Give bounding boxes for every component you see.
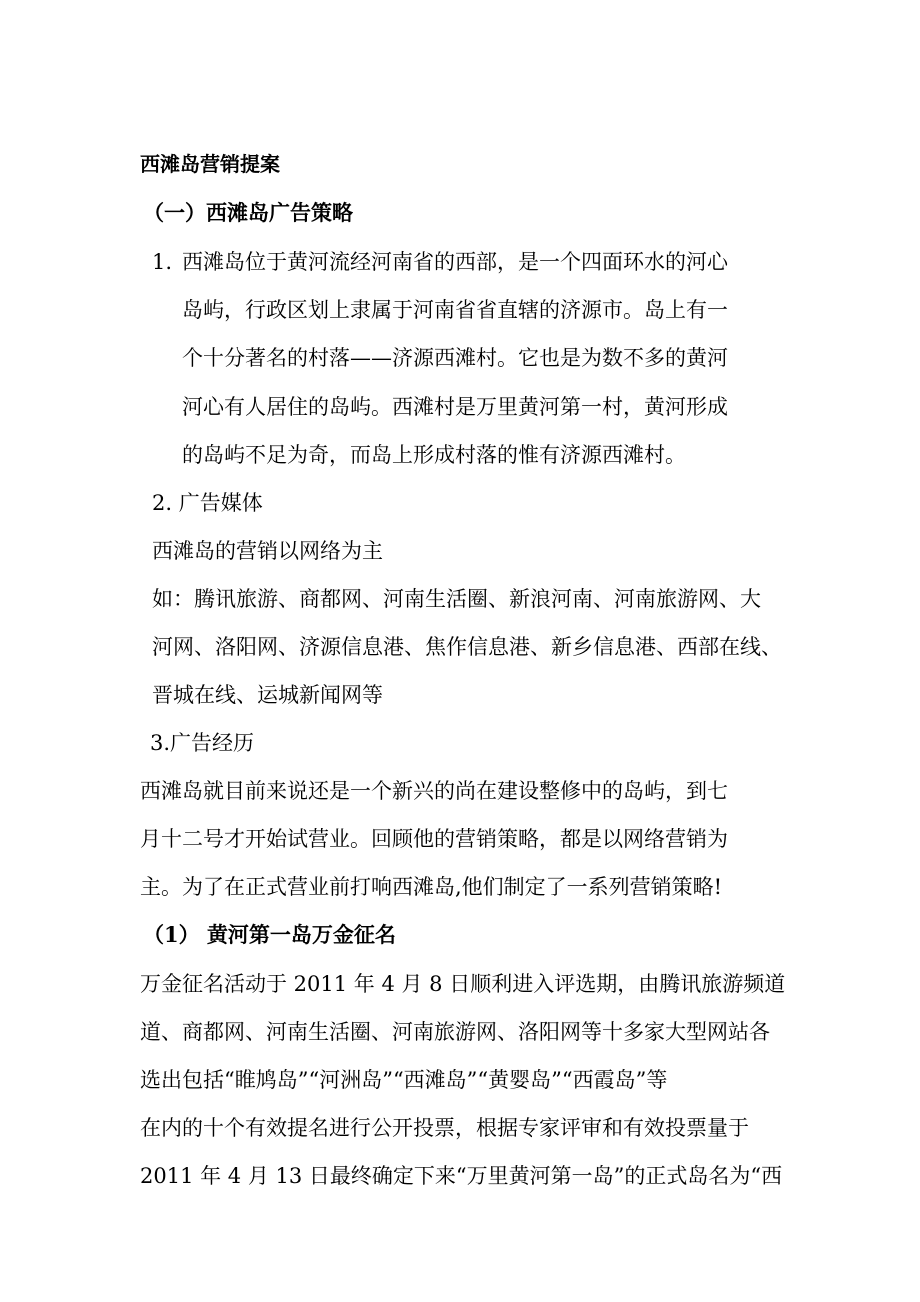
item3-line: 月十二号才开始试营业。回顾他的营销策略，都是以网络营销为: [140, 827, 728, 851]
subsection1-line: 道、商都网、河南生活圈、河南旅游网、洛阳网等十多家大型网站各: [140, 1020, 770, 1044]
item1-line: 岛屿，行政区划上隶属于河南省省直辖的济源市。岛上有一: [182, 298, 728, 322]
subsection1-line: 2011 年 4 月 13 日最终确定下来“万里黄河第一岛”的正式岛名为“西: [140, 1164, 783, 1188]
media-line: 晋城在线、运城新闻网等: [152, 683, 383, 707]
subsection1-line: 选出包括“睢鸠岛”“河洲岛”“西滩岛”“黄婴岛”“西霞岛”等: [140, 1068, 668, 1092]
item1-number: 1.: [152, 250, 173, 274]
item1-line: 西滩岛位于黄河流经河南省的西部，是一个四面环水的河心: [182, 250, 728, 274]
document-title: 西滩岛营销提案: [140, 152, 280, 176]
item1-line: 的岛屿不足为奇，而岛上形成村落的惟有济源西滩村。: [182, 443, 686, 467]
item1-line: 河心有人居住的岛屿。西滩村是万里黄河第一村，黄河形成: [182, 395, 728, 419]
item3-heading: 3.广告经历: [150, 731, 255, 755]
subsection1-heading: （1） 黄河第一岛万金征名: [143, 922, 396, 947]
item2-intro: 西滩岛的营销以网络为主: [152, 539, 383, 563]
item2-heading: 2. 广告媒体: [152, 491, 263, 515]
item1-line: 个十分著名的村落——济源西滩村。它也是为数不多的黄河: [182, 346, 728, 370]
item3-line: 西滩岛就目前来说还是一个新兴的尚在建设整修中的岛屿，到七: [140, 779, 728, 803]
item3-line: 主。为了在正式营业前打响西滩岛,他们制定了一系列营销策略!: [140, 875, 723, 899]
subsection1-line: 在内的十个有效提名进行公开投票，根据专家评审和有效投票量于: [140, 1116, 749, 1140]
media-line: 河网、洛阳网、济源信息港、焦作信息港、新乡信息港、西部在线、: [152, 635, 782, 659]
subsection1-line: 万金征名活动于 2011 年 4 月 8 日顺利进入评选期，由腾讯旅游频道: [140, 972, 786, 996]
section-heading: （一）西滩岛广告策略: [143, 200, 353, 225]
media-line: 如：腾讯旅游、商都网、河南生活圈、新浪河南、河南旅游网、大: [152, 587, 761, 611]
